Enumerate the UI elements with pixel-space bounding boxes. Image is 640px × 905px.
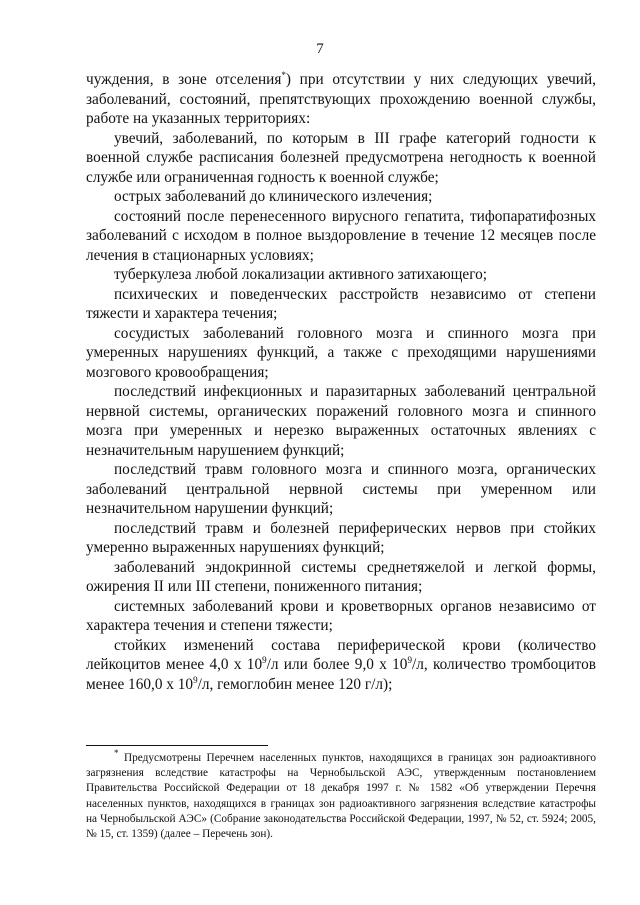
- paragraph-hepatitis: состояний после перенесенного вирусного гепатита, тифопаратифозных заболеваний с исходом в полное выздоровление в течение 12 месяцев после лечения в стационарных условиях;: [86, 207, 596, 264]
- blood-text-4: /л, гемоглобин менее 120 г/л);: [197, 675, 393, 693]
- exponent-1: 9: [262, 654, 267, 665]
- paragraph-tuberculosis: туберкулеза любой локализации активного затихающего;: [114, 266, 487, 283]
- paragraph-infection-sequelae: последствий инфекционных и паразитарных заболеваний центральной нервной системы, органических поражений головного мозга и спинного мозга при умеренных и нерезко выраженных остаточных явлениях с незначительным нарушением функций;: [86, 383, 596, 459]
- blood-text-1: стойких изменений состава периферической крови (количество лейкоцитов менее 4,0 х 10: [86, 636, 596, 673]
- paragraph-mental-disorders: психических и поведенческих расстройств независимо от степени тяжести и характера течения;: [86, 285, 596, 322]
- paragraph-vascular-diseases: сосудистых заболеваний головного мозга и спинного мозга при умеренных нарушениях функций, а также с преходящими нарушениями мозгового кровообращения;: [86, 324, 596, 381]
- footnote-divider: [86, 745, 268, 746]
- paragraph-peripheral-nerves: последствий травм и болезней периферических нервов при стойких умеренно выраженных нарушениях функций;: [86, 519, 596, 556]
- footnote-mark: *: [114, 748, 119, 759]
- paragraph-blood-composition: [86, 636, 596, 695]
- footnote-text: Предусмотрены Перечнем населенных пунктов, находящихся в границах зон радиоактивного загрязнения вследствие катастрофы на Чернобыльской АЭС, утвержденным постановлением Правительства Российской Федерации от 18 декабря 1997 г. № 1582 «Об утверждении Перечня населенных пунктов, находящихся в границах зон радиоактивного загрязнения вследствие катастрофы на Чернобыльской АЭС» (Собрание законодательства Российской Федерации, 1997, № 52, ст. 5924; 2005, № 15, ст. 1359) (далее – Перечень зон).: [86, 752, 596, 841]
- blood-text-2: /л или более 9,0 х 10: [266, 656, 408, 673]
- paragraph-injuries: увечий, заболеваний, по которым в III графе категорий годности к военной службе расписания болезней предусмотрена негодность к военной службе или ограниченная годность к военной службе;: [86, 129, 596, 186]
- exponent-2: 9: [407, 654, 412, 665]
- footnote-paragraph: [86, 748, 596, 842]
- document-body: [86, 70, 596, 694]
- page-number: 7: [316, 41, 324, 57]
- paragraph-endocrine: заболеваний эндокринной системы среднетяжелой и легкой формы, ожирения II или III степени, пониженного питания;: [86, 558, 596, 595]
- exponent-3: 9: [193, 674, 198, 685]
- footnote-reference: *: [281, 69, 286, 80]
- paragraph-blood-diseases: системных заболеваний крови и кроветворных органов независимо от характера течения и степени тяжести;: [86, 597, 596, 634]
- paragraph-acute-diseases: острых заболеваний до клинического излечения;: [114, 188, 433, 205]
- intro-text-start: чуждения, в зоне отселения: [86, 71, 282, 88]
- footnote: [86, 748, 596, 842]
- blood-text-3: /л, количество тромбоцитов менее 160,0 х 10: [86, 656, 596, 693]
- paragraph-trauma-sequelae: последствий травм головного мозга и спинного мозга, органических заболеваний центральной нервной системы при умеренном или незначительном нарушении функций;: [86, 461, 596, 517]
- intro-text-end: ) при отсутствии у них следующих увечий, заболеваний, состояний, препятствующих прохождению военной службы, работе на указанных территориях:: [86, 71, 596, 127]
- paragraph-intro: [86, 70, 596, 129]
